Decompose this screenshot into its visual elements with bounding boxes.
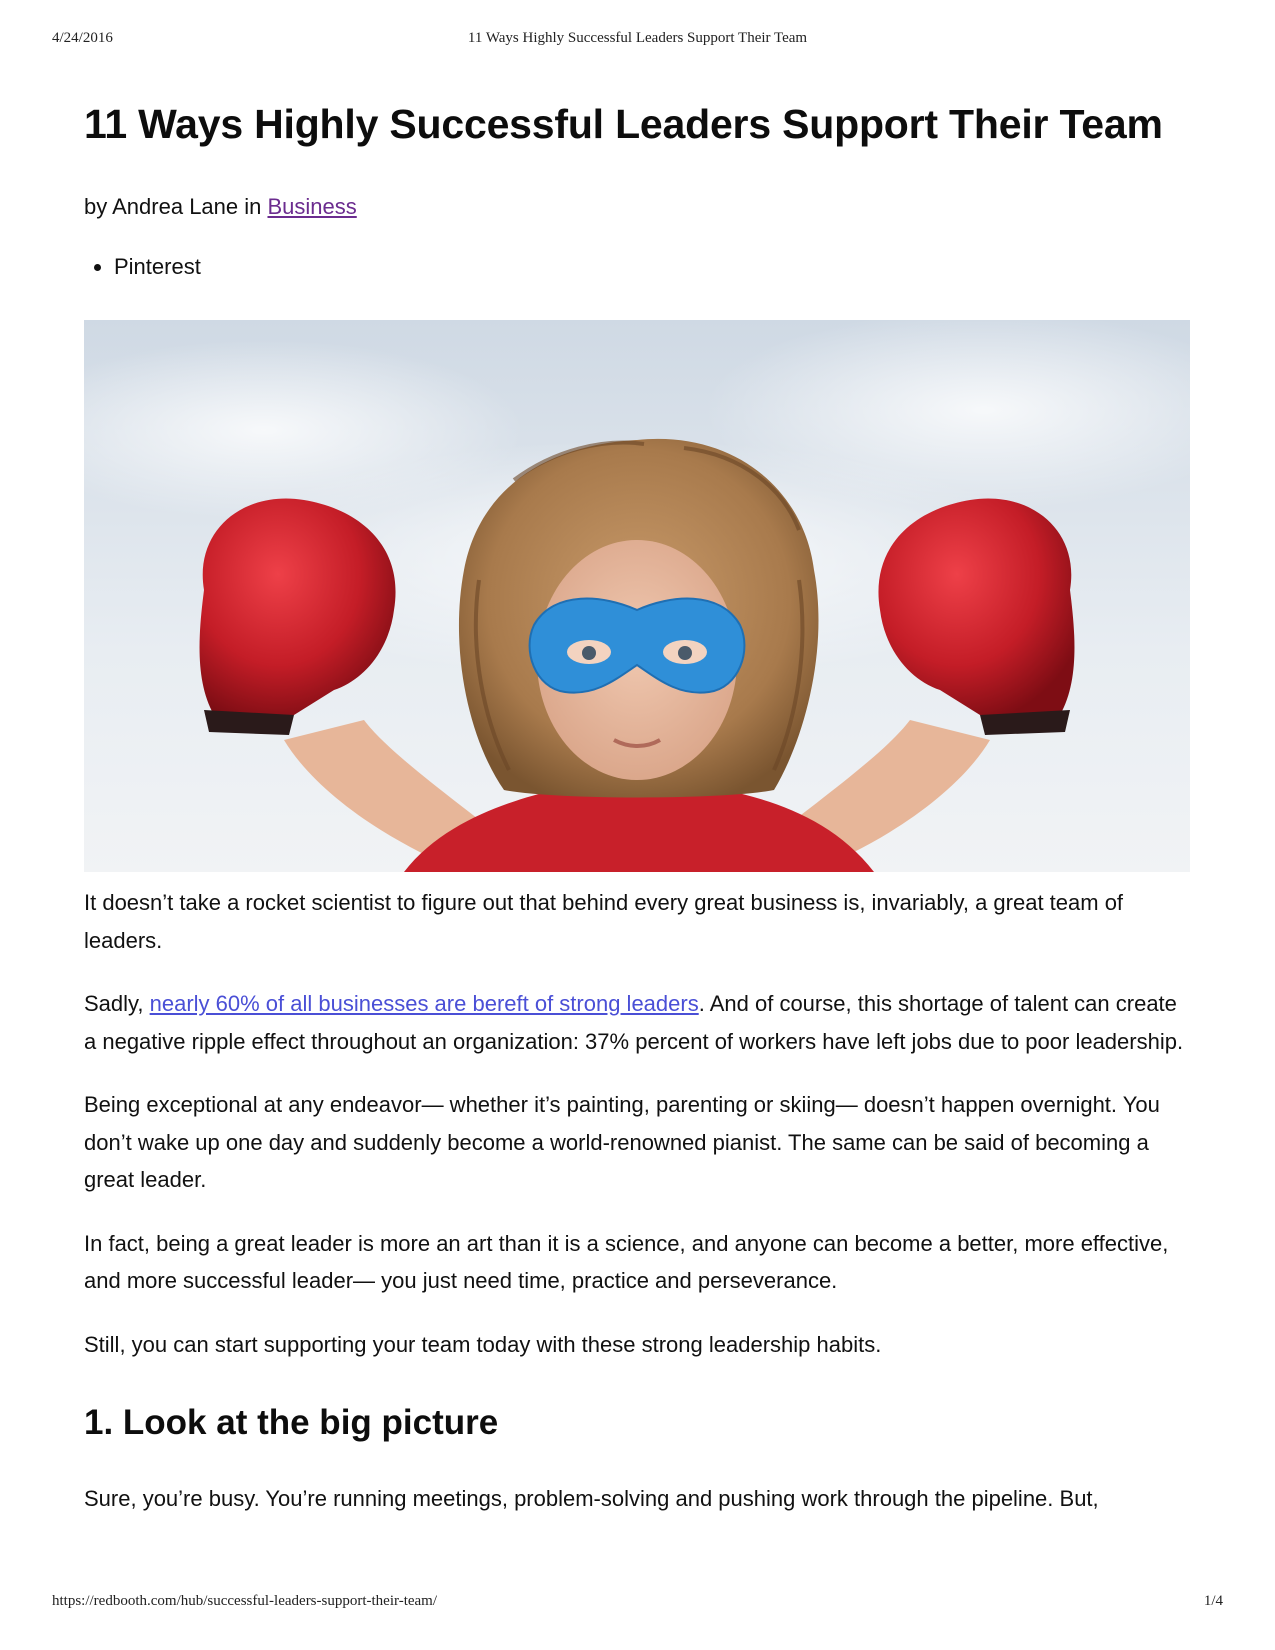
paragraph-2 [84, 985, 1194, 1060]
article-title: 11 Ways Highly Successful Leaders Support Their Team [84, 101, 1163, 147]
paragraph-5: Still, you can start supporting your team today with these strong leadership habits. [84, 1331, 882, 1357]
print-url: https://redbooth.com/hub/successful-leaders-support-their-team/ [52, 1593, 438, 1609]
section-1-paragraph: Sure, you’re busy. You’re running meetings, problem-solving and pushing work through the pipeline. But, [84, 1486, 1099, 1511]
print-date: 4/24/2016 [52, 30, 113, 46]
category-link[interactable]: Business [267, 194, 357, 219]
hero-image [84, 320, 1190, 872]
paragraph-2-rest: . And of course, this shortage of talent can create a negative ripple effect throughout an organization: 37% percent of workers have left jobs due to poor leadership. [84, 991, 1184, 1054]
share-item-pinterest[interactable]: • Pinterest [114, 252, 1194, 282]
paragraph-1: It doesn’t take a rocket scientist to figure out that behind every great business is, invariably, a great team of leaders. [84, 890, 1124, 953]
article [84, 98, 1194, 1511]
article-body [84, 884, 1194, 1544]
section-heading-1: 1. Look at the big picture [84, 1403, 499, 1442]
byline-author: by Andrea Lane in [84, 194, 268, 219]
statistic-link[interactable]: nearly 60% of all businesses are bereft of strong leaders [149, 991, 699, 1016]
print-header [52, 30, 1223, 52]
page-number: 1/4 [1203, 1593, 1223, 1609]
paragraph-2-lead: Sadly, [84, 991, 150, 1016]
share-list [84, 252, 1194, 282]
byline [84, 192, 1194, 222]
print-footer [52, 1593, 1223, 1615]
print-page-title: 11 Ways Highly Successful Leaders Support Their Team [467, 30, 808, 46]
paragraph-4: In fact, being a great leader is more an art than it is a science, and anyone can become a better, more effective, and more successful leader— you just need time, practice and perseverance. [84, 1230, 1169, 1293]
paragraph-3: Being exceptional at any endeavor— whether it’s painting, parenting or skiing— doesn’t happen overnight. You don’t wake up one day and suddenly become a world-renowned pianist. The same can be said of becoming a great leader. [84, 1092, 1160, 1192]
